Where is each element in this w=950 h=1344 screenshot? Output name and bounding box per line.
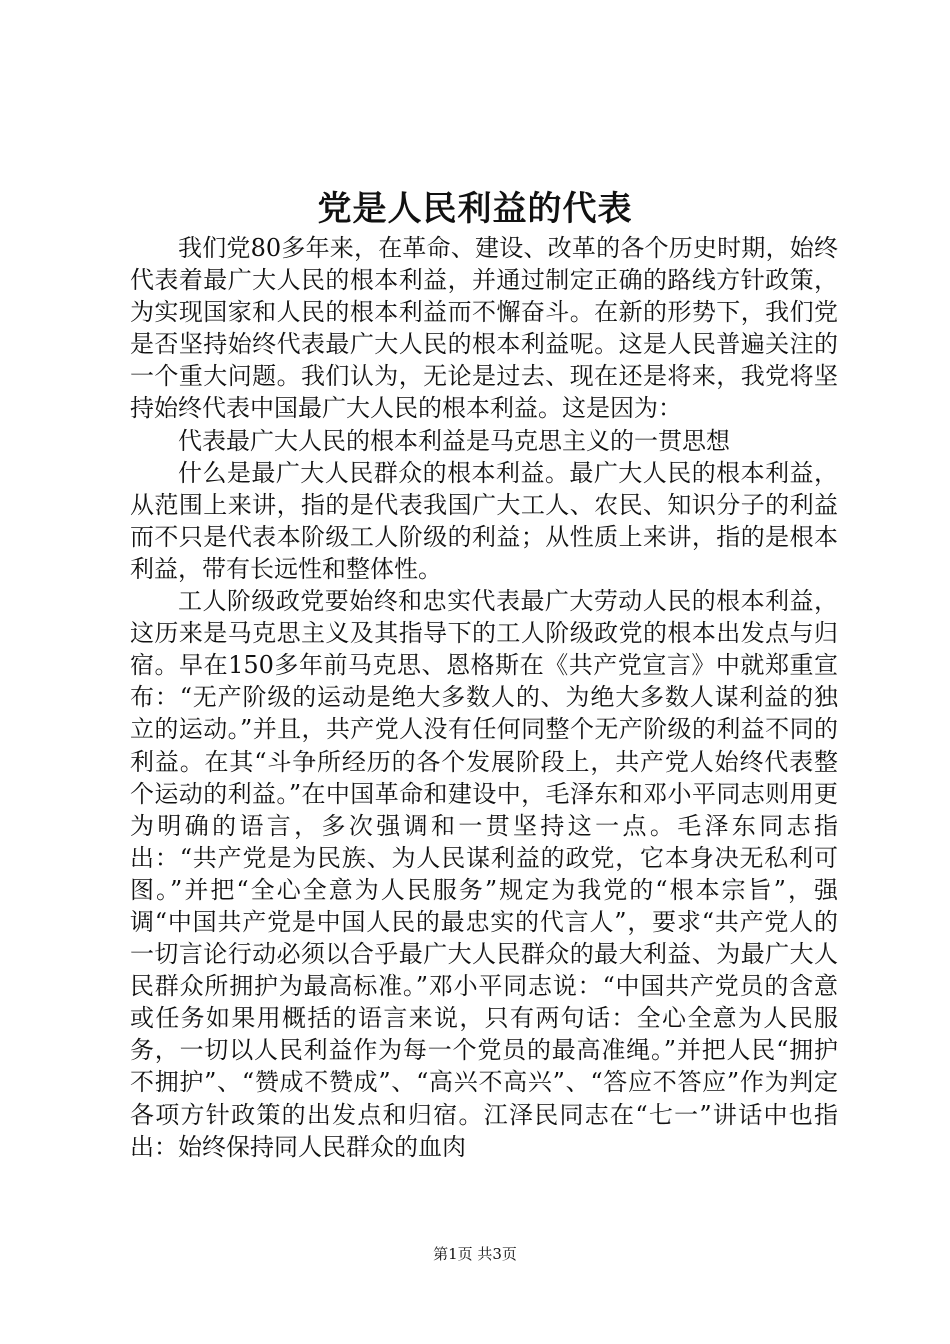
paragraph-intro: 我们党80多年来，在革命、建设、改革的各个历史时期，始终代表着最广大人民的根本利益，并通过制定正确的路线方针政策，为实现国家和人民的根本利益而不懈奋斗。在新的形势下，我们党是否坚持始终代表最广大人民的根本利益呢。这是人民普遍关注的一个重大问题。我们认为，无论是过去、现在还是将来，我党将坚持始终代表中国最广大人民的根本利益。这是因为： (130, 234, 838, 423)
document-title: 党是人民利益的代表 (317, 189, 633, 229)
page-number-footer: 第1页 共3页 (433, 1245, 517, 1263)
paragraph-history: 工人阶级政党要始终和忠实代表最广大劳动人民的根本利益，这历来是马克思主义及其指导下的工人阶级政党的根本出发点与归宿。早在150多年前马克思、恩格斯在《共产党宣言》中就郑重宣布：“无产阶级的运动是绝大多数人的、为绝大多数人谋利益的独立的运动。”并且，共产党人没有任何同整个无产阶级的利益不同的利益。在其“斗争所经历的各个发展阶段上，共产党人始终代表整个运动的利益。”在中国革命和建设中，毛泽东和邓小平同志则用更为明确的语言，多次强调和一贯坚持这一点。毛泽东同志指出：“共产党是为民族、为人民谋利益的政党，它本身决无私利可图。”并把“全心全意为人民服务”规定为我党的“根本宗旨”，强调“中国共产党是中国人民的最忠实的代言人”，要求“共产党人的一切言论行动必须以合乎最广大人民群众的最大利益、为最广大人民群众所拥护为最高标准。”邓小平同志说：“中国共产党员的含意或任务如果用概括的语言来说，只有两句话：全心全意为人民服务，一切以人民利益作为每一个党员的最高准绳。”并把人民“拥护不拥护”、“赞成不赞成”、“高兴不高兴”、“答应不答应”作为判定各项方针政策的出发点和归宿。江泽民同志在“七一”讲话中也指出：始终保持同人民群众的血肉 (130, 587, 838, 1161)
paragraph-definition: 什么是最广大人民群众的根本利益。最广大人民的根本利益，从范围上来讲，指的是代表我国广大工人、农民、知识分子的利益而不只是代表本阶级工人阶级的利益；从性质上来讲，指的是根本利益，带有长远性和整体性。 (130, 458, 838, 583)
document-body (130, 232, 838, 1163)
paragraph-heading: 代表最广大人民的根本利益是马克思主义的一贯思想 (178, 426, 730, 455)
